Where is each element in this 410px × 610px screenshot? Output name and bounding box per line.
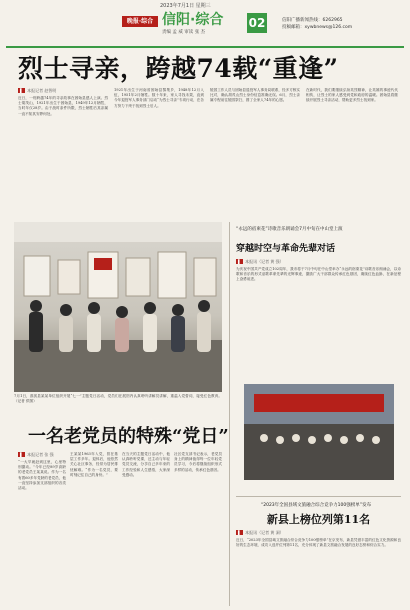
masthead-divider: [6, 46, 404, 48]
side-divider: [236, 496, 401, 497]
story2-column-1: “一大早就赶到这里，心里特别激动。”今年已经89岁高龄的老党员王某某说。作为一名有着60多年党龄的老党员，他一直坚持参加支部组织的各类活动。: [18, 460, 66, 491]
editor-credit: 责编 孟 威 审读 张 杰: [162, 30, 206, 35]
exhibition-photo-illustration: [14, 222, 222, 392]
story2-column-2: 王某某1963年入党，曾在基层工作多年。退休后，他依然关心社区事务，经常为居民排忧解难。“作为一名党员，要时刻记住自己的身份。”: [70, 452, 118, 477]
section-title: 信阳·综合: [162, 12, 224, 28]
side-photo: [244, 384, 394, 480]
story2-column-3: 在当天的主题党日活动中，他认真聆听党课，还主动与年轻党员交流，分享自己多年来的工作经验和人生感悟，大家深受感动。: [122, 452, 170, 477]
side-story1-headline: 穿越时空与革命先辈对话: [236, 244, 336, 254]
side-story2-body: 近日，“2023年全国县域文旅融合综合竞争力100强榜单”在京发布，新县凭借丰富的红色文化资源和良好的生态环境，成功入选并位列第11名，充分体现了新县文旅融合发展的良好态势和综合实力。: [236, 538, 401, 548]
side-story2-byline-text: 本报讯（记者 黄 洞）: [245, 530, 284, 535]
lead-column-3: 陵园工作人员与固始县退役军人事务局联系，经多方核实比对，确认胡茂山烈士身份信息准确无误。6月，烈士亲属专程前往陵园祭扫，圆了全家人74年的心愿。: [210, 88, 300, 103]
contact-info: [282, 17, 402, 31]
exhibition-photo: [14, 222, 222, 392]
email-text: 投稿邮箱：xywbnews@126.com: [282, 25, 353, 30]
side-photo-illustration: [244, 384, 394, 480]
hotline-text: 信阳广播新闻热线：6262965: [282, 18, 343, 23]
story2-byline-text: 本报记者 张 强: [27, 452, 54, 457]
issue-date-line: 2023年7月1日 星期三: [160, 3, 211, 9]
side-story1-byline-text: 本报讯（记者 黄 强）: [245, 259, 284, 264]
masthead: [122, 11, 402, 43]
byline-tag-icon: ▌: [20, 88, 24, 93]
byline-tag-icon: ▌: [238, 530, 242, 535]
side-story2-subtitle: “2023年全国县域文旅融合综合竞争力100强榜单”发布: [260, 503, 372, 508]
page-number: 02: [247, 13, 267, 33]
lead-column-2: 1921年出生于河南省固始县黎集乡，1948年12月入伍，1951年2月牺牲。数十年来，家人寻找未果，直到今年退役军人事务部门启动“为烈士寻亲”专项行动，在各方努力下终于找到烈士后人。: [114, 88, 204, 108]
lead-byline: [18, 88, 108, 94]
side-story1-body: 为庆祝中国共产党成立102周年，我市将于7月中旬在中山堂举办“永远的宿柬花”诗歌音乐朗诵会，以诗歌和音乐的形式讴歌革命先辈的光辉事迹，激励广大干部群众传承红色基因，赓续红色血脉，在新征程上奋勇前进。: [236, 267, 401, 282]
story2-headline: 一名老党员的特殊“党日”: [28, 426, 229, 447]
main-headline: 烈士寻亲，跨越74载“重逢”: [18, 54, 339, 83]
newspaper-logo: 晚报·综合: [122, 16, 158, 27]
side-story1-subtitle: “永远的宿柬花”诗歌音乐朗诵会7月中旬在中山堂上演: [236, 227, 343, 232]
byline-tag-icon: ▌: [20, 452, 24, 457]
photo-caption: 7月1日，淮滨县某某单位组织开展“七一”主题党日活动，党员们在展馆内认真聆听讲解员讲解，重温入党誓词，接受红色教育。（记者 供图）: [14, 394, 222, 404]
story2-column-4: 社区党支部书记表示，老党员身上的精神值得每一位年轻党员学习，今后将继续组织形式多样的活动，传承红色基因。: [174, 452, 222, 472]
lead-column-1: 近日，一则跨越74年的寻亲故事在固始县感人上演。烈士胡茂山，1921年出生于固始县，1949年12月牺牲，当时年仅28岁。由于战时条件所限，烈士牺牲后其亲属一直不知其安葬何处。: [18, 96, 108, 116]
side-story2-headline: 新县上榜位列第11名: [266, 513, 371, 526]
side-story1-byline: [236, 259, 316, 265]
byline-tag-icon: ▌: [238, 259, 242, 264]
lead-column-4: 在新时代，我们要继续弘扬英烈精神，让英雄的事迹代代相传，让烈士的家人感受到党和政府的温暖。固始县将继续开展烈士寻亲活动，帮助更多烈士找到家。: [306, 88, 398, 103]
side-story2-byline: [236, 530, 316, 536]
column-divider: [229, 222, 230, 606]
lead-byline-text: 本报记者 赵智明: [27, 88, 57, 93]
